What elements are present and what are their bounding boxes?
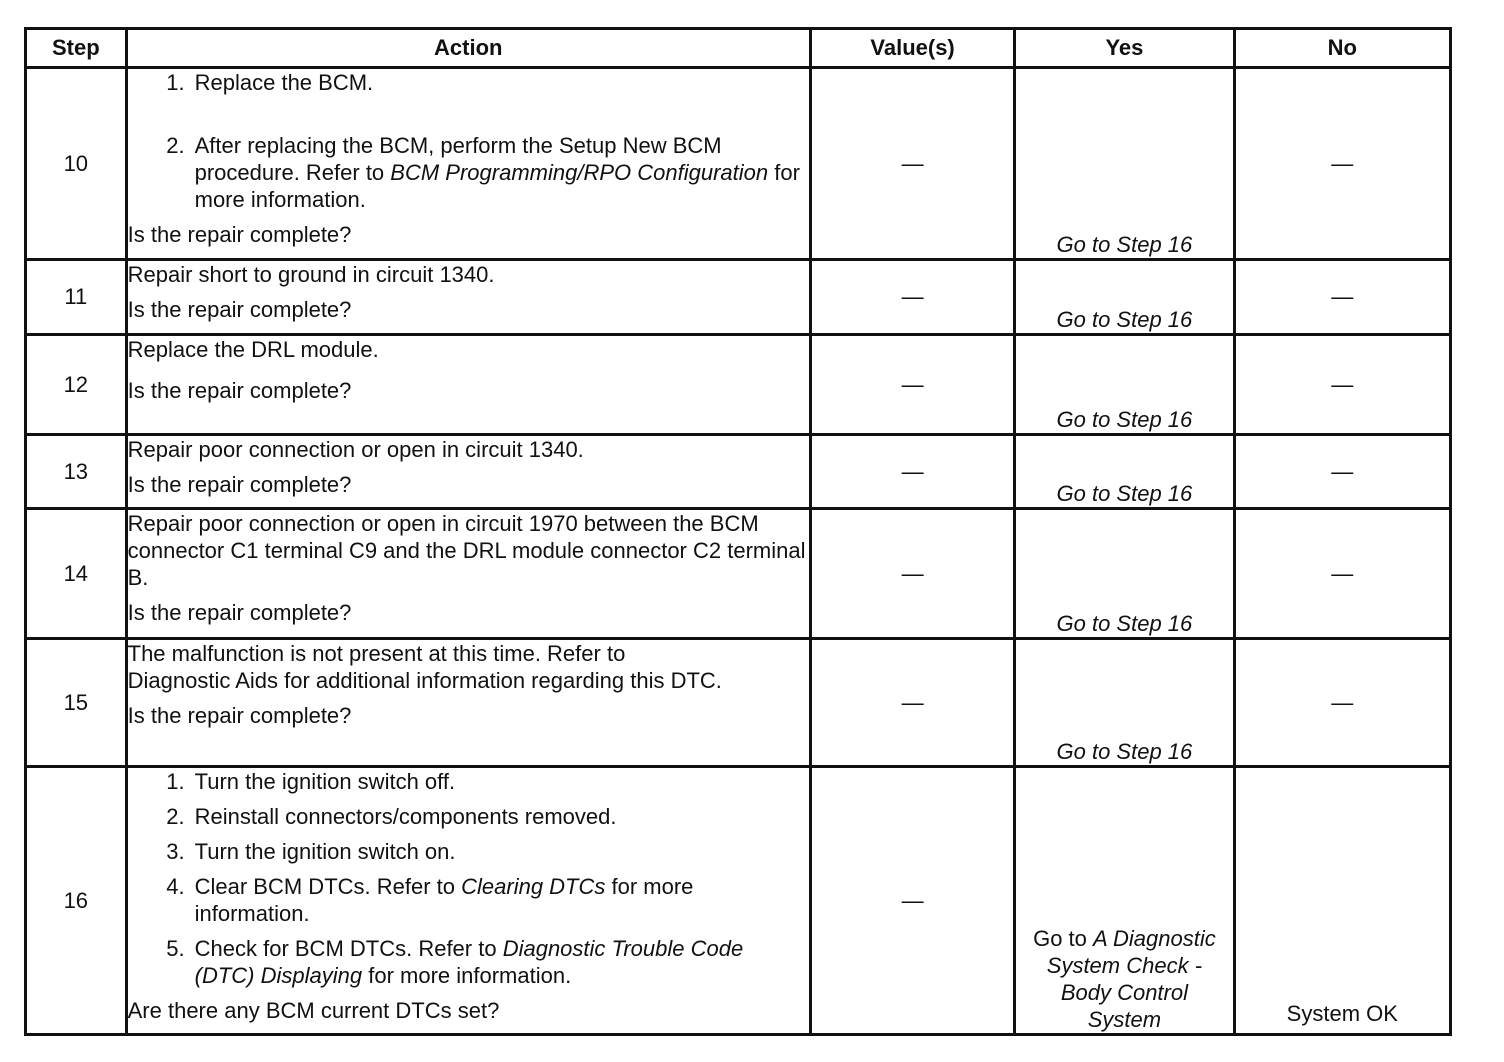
- reference-link: Diagnostic Trouble Code (DTC) Displaying: [194, 936, 744, 988]
- yes-cell: Go to Step 16: [1015, 639, 1234, 767]
- value-cell: —: [810, 260, 1014, 335]
- yes-cell: Go to Step 16: [1015, 68, 1234, 260]
- diagnostic-table: [24, 27, 1452, 1036]
- table-row-step-11: [26, 260, 1451, 335]
- step-number: 12: [26, 335, 127, 435]
- action-list: [128, 768, 809, 989]
- yes-cell: Go to Step 16: [1015, 435, 1234, 509]
- no-cell: —: [1234, 435, 1450, 509]
- yes-cell: Go to Step 16: [1015, 260, 1234, 335]
- action-list: [128, 69, 809, 213]
- reference-link: BCM Programming/RPO Configuration: [390, 160, 769, 185]
- list-item: 1. Turn the ignition switch off.: [166, 769, 456, 794]
- value-cell: —: [810, 639, 1014, 767]
- step-number: 15: [26, 639, 127, 767]
- question: Is the repair complete?: [127, 472, 352, 497]
- table-row-step-14: [26, 509, 1451, 639]
- action-text: Repair poor connection or open in circuit 1340.: [127, 437, 584, 462]
- table-row-step-12: [26, 335, 1451, 435]
- action-text: Repair short to ground in circuit 1340.: [127, 262, 495, 287]
- action-cell: [126, 68, 810, 260]
- step-number: 16: [26, 767, 127, 1035]
- no-cell: —: [1234, 335, 1450, 435]
- list-item: 3. Turn the ignition switch on.: [166, 839, 456, 864]
- header-values: Value(s): [810, 29, 1014, 68]
- header-step: Step: [26, 29, 127, 68]
- action-cell: [126, 639, 810, 767]
- no-cell: —: [1234, 68, 1450, 260]
- action-cell: [126, 260, 810, 335]
- list-item: 5. Check for BCM DTCs. Refer to Diagnostic Trouble Code (DTC) Displaying for more information.: [166, 936, 744, 988]
- no-cell: System OK: [1234, 767, 1450, 1035]
- list-item: 4. Clear BCM DTCs. Refer to Clearing DTCs for more information.: [166, 874, 694, 926]
- table-row-step-16: [26, 767, 1451, 1035]
- question: Is the repair complete?: [127, 378, 352, 403]
- step-number: 14: [26, 509, 127, 639]
- list-item: 2. Reinstall connectors/components removed.: [166, 804, 617, 829]
- table-row-step-10: [26, 68, 1451, 260]
- value-cell: —: [810, 335, 1014, 435]
- header-no: No: [1234, 29, 1450, 68]
- value-cell: —: [810, 435, 1014, 509]
- action-cell: [126, 767, 810, 1035]
- step-number: 10: [26, 68, 127, 260]
- header-row: [26, 29, 1451, 68]
- no-cell: —: [1234, 260, 1450, 335]
- reference-link: Clearing DTCs: [461, 874, 606, 899]
- yes-cell: Go to Step 16: [1015, 509, 1234, 639]
- question: Is the repair complete?: [127, 600, 352, 625]
- no-cell: —: [1234, 639, 1450, 767]
- action-cell: [126, 335, 810, 435]
- value-cell: —: [810, 509, 1014, 639]
- list-item: 2. After replacing the BCM, perform the Setup New BCM procedure. Refer to BCM Programming/RPO Configuration for more information.: [166, 133, 800, 212]
- action-text: Repair poor connection or open in circuit 1970 between the BCM connector C1 terminal C9 and the DRL module connector C2 terminal B.: [127, 511, 806, 590]
- step-number: 13: [26, 435, 127, 509]
- value-cell: —: [810, 68, 1014, 260]
- action-text: Replace the DRL module.: [127, 337, 379, 362]
- action-text: The malfunction is not present at this time. Refer to Diagnostic Aids for additional information regarding this DTC.: [127, 641, 722, 693]
- question: Is the repair complete?: [127, 297, 352, 322]
- question: Are there any BCM current DTCs set?: [127, 998, 500, 1023]
- header-yes: Yes: [1015, 29, 1234, 68]
- table-row-step-13: [26, 435, 1451, 509]
- action-cell: [126, 509, 810, 639]
- list-item: 1. Replace the BCM.: [166, 70, 374, 95]
- yes-cell: [1015, 767, 1234, 1035]
- value-cell: —: [810, 767, 1014, 1035]
- header-action: Action: [126, 29, 810, 68]
- yes-cell: Go to Step 16: [1015, 335, 1234, 435]
- no-cell: —: [1234, 509, 1450, 639]
- question: Is the repair complete?: [127, 703, 352, 728]
- question: Is the repair complete?: [127, 222, 352, 247]
- step-number: 11: [26, 260, 127, 335]
- yes-reference: Go to A Diagnostic System Check - Body Control System: [1033, 926, 1216, 1032]
- action-cell: [126, 435, 810, 509]
- table-row-step-15: [26, 639, 1451, 767]
